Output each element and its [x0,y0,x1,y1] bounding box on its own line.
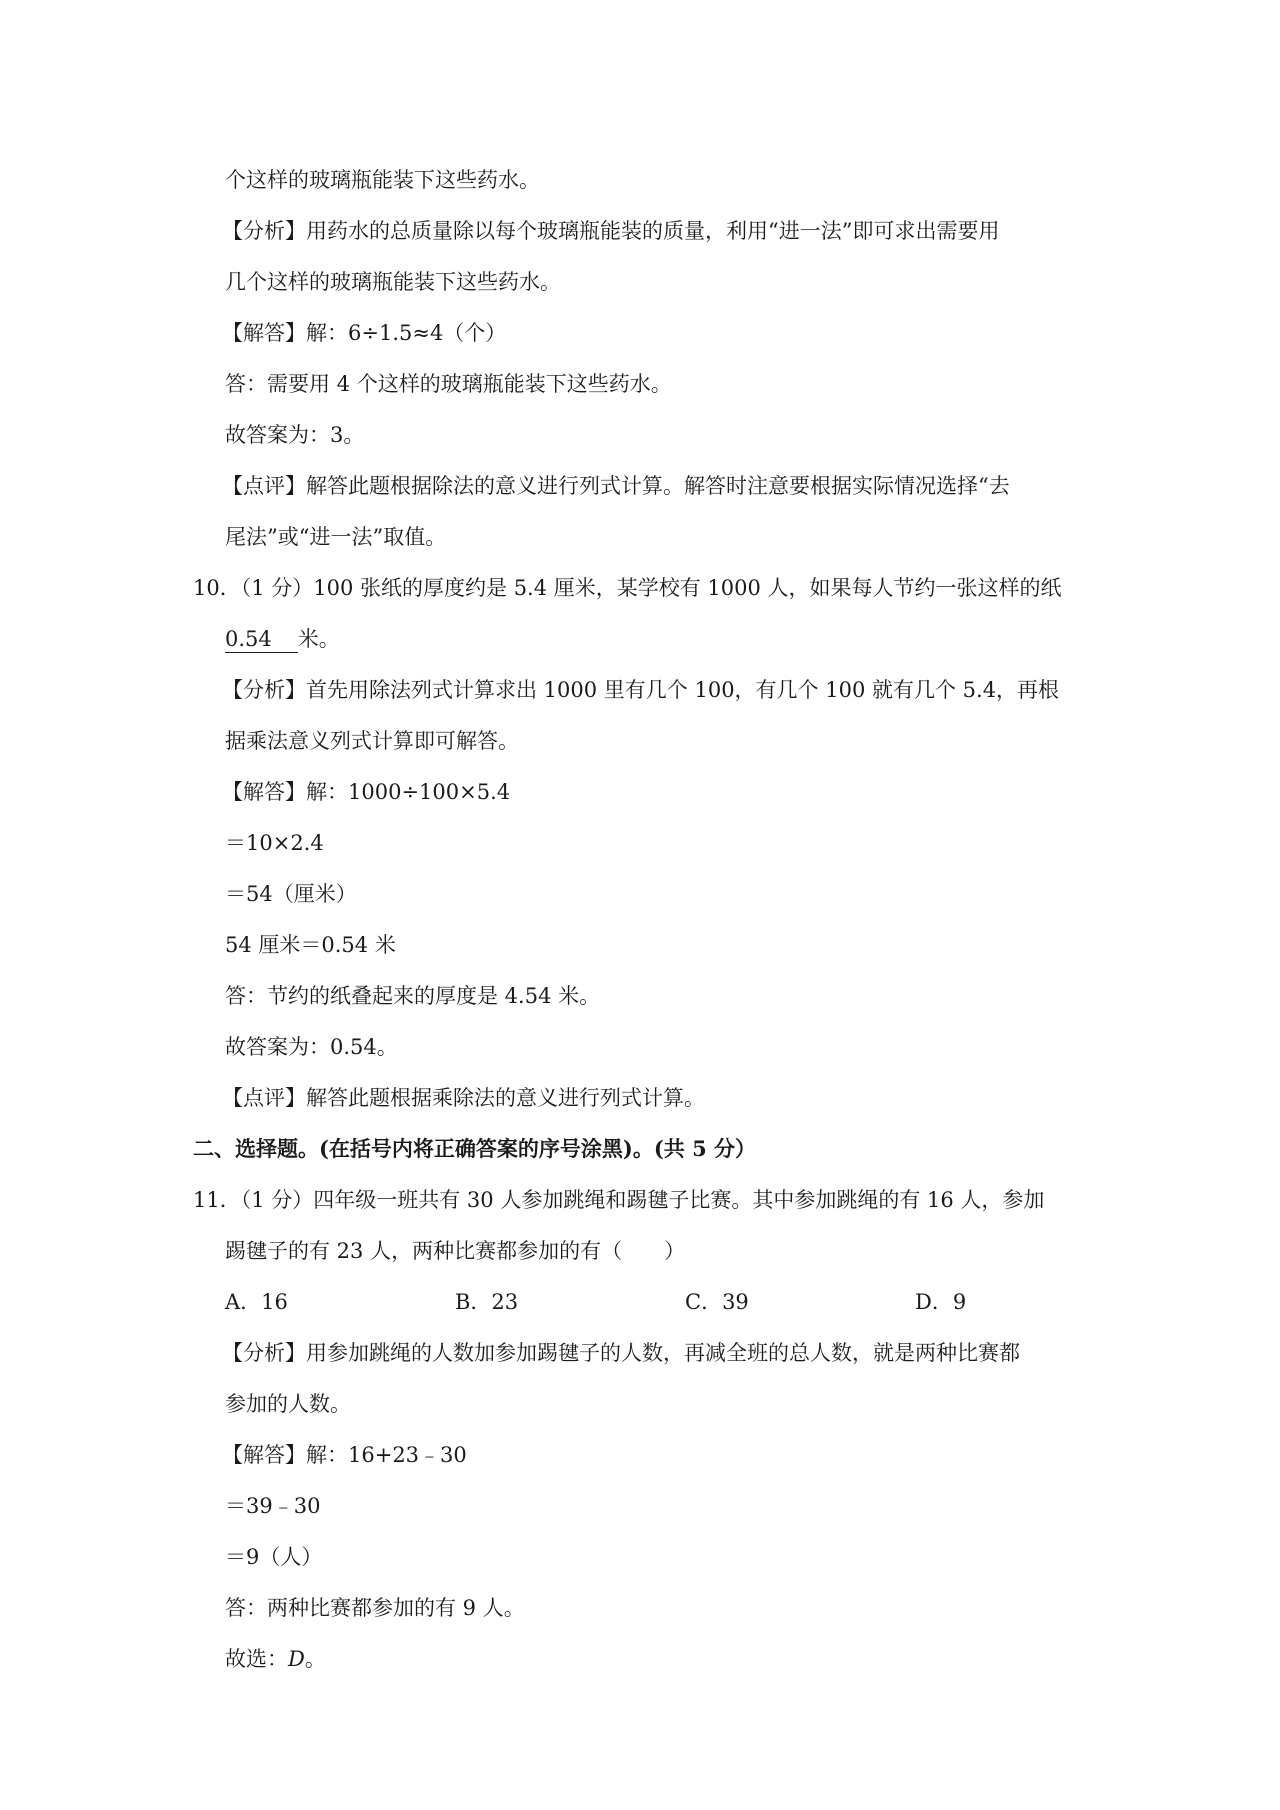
q11-option-b: B．23 [455,1290,519,1314]
q10-analysis-line2: 据乘法意义列式计算即可解答。 [225,729,519,753]
q9-analysis-line1: 【分析】用药水的总质量除以每个玻璃瓶能装的质量，利用“进一法”即可求出需要用 [222,219,1000,243]
q10-question-line2 [225,625,340,653]
q9-analysis-line2: 几个这样的玻璃瓶能装下这些药水。 [225,270,561,294]
q11-options [225,1288,966,1316]
q9-final-answer: 故答案为：3。 [225,423,365,447]
q10-answer-blank: 0.54 [225,626,298,653]
q10-analysis-line1: 【分析】首先用除法列式计算求出 1000 里有几个 100，有几个 100 就有几个 5.4，再根 [222,678,1060,702]
q11-step2: ＝9（人） [225,1545,323,1569]
q9-tail: 个这样的玻璃瓶能装下这些药水。 [225,168,540,192]
q9-comment-line2: 尾法”或“进一法”取值。 [225,525,447,549]
q11-solution: 【解答】解：16+23﹣30 [222,1443,467,1467]
q9-solution: 【解答】解：6÷1.5≈4（个） [222,321,507,345]
q10-comment: 【点评】解答此题根据乘除法的意义进行列式计算。 [222,1086,705,1110]
q10-answer: 答：节约的纸叠起来的厚度是 4.54 米。 [225,984,601,1008]
q9-answer: 答：需要用 4 个这样的玻璃瓶能装下这些药水。 [225,372,672,396]
q11-option-a: A．16 [225,1290,288,1314]
q10-question-tail: 米。 [297,627,340,651]
q11-final-suffix: 。 [304,1647,326,1671]
q11-answer: 答：两种比赛都参加的有 9 人。 [225,1596,525,1620]
q11-final-prefix: 故选： [225,1647,288,1671]
section-heading: 二、选择题。(在括号内将正确答案的序号涂黑)。(共 5 分） [193,1136,757,1161]
q10-solution: 【解答】解：1000÷100×5.4 [222,780,511,804]
q10-question-line1: 10．（1 分）100 张纸的厚度约是 5.4 厘米，某学校有 1000 人，如果每人节约一张这样的纸 [193,576,1062,600]
q11-option-d: D．9 [915,1290,967,1314]
q10-step2: ＝54（厘米） [225,882,357,906]
q11-analysis-line2: 参加的人数。 [225,1392,351,1416]
q10-step1: ＝10×2.4 [225,831,324,855]
q9-comment-line1: 【点评】解答此题根据除法的意义进行列式计算。解答时注意要根据实际情况选择“去 [222,474,1010,498]
q11-question-line2: 踢毽子的有 23 人，两种比赛都参加的有（ ） [225,1239,686,1263]
q11-question-line1: 11．（1 分）四年级一班共有 30 人参加跳绳和踢毽子比赛。其中参加跳绳的有 16 人，参加 [193,1188,1045,1212]
q11-step1: ＝39﹣30 [225,1494,321,1518]
q11-final-answer [225,1645,326,1673]
q11-analysis-line1: 【分析】用参加跳绳的人数加参加踢毽子的人数，再减全班的总人数，就是两种比赛都 [222,1341,1020,1365]
q10-step3: 54 厘米＝0.54 米 [225,933,396,957]
q11-final-choice: D [288,1647,305,1671]
q10-final-answer: 故答案为：0.54。 [225,1035,398,1059]
q11-option-c: C．39 [685,1290,749,1314]
